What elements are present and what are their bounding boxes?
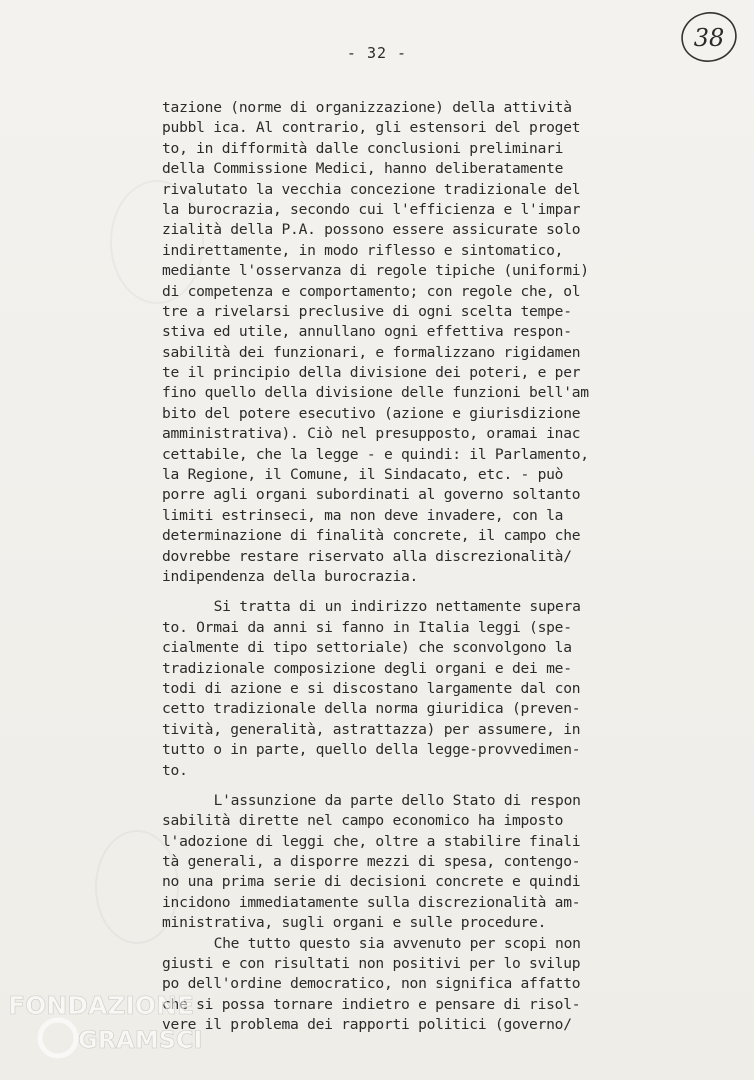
text-line: no una prima serie di decisioni concrete e quindi bbox=[162, 873, 581, 891]
text-line: po dell'ordine democratico, non significa affatto bbox=[162, 975, 581, 993]
text-line: zialità della P.A. possono essere assicurate solo bbox=[162, 221, 581, 239]
text-line: l'adozione di leggi che, oltre a stabilire finali bbox=[162, 832, 581, 850]
body-text bbox=[162, 98, 632, 1036]
paragraph-gap bbox=[162, 587, 632, 597]
text-line: amministrativa). Ciò nel presupposto, oramai inac bbox=[162, 425, 581, 443]
text-line: tività, generalità, astrattazza) per assumere, in bbox=[162, 720, 581, 738]
paragraph bbox=[162, 597, 632, 781]
text-line: te il principio della divisione dei poteri, e per bbox=[162, 364, 581, 382]
text-line: che si possa tornare indietro e pensare di risol- bbox=[162, 995, 581, 1013]
text-line: stiva ed utile, annullano ogni effettiva respon- bbox=[162, 323, 572, 341]
text-line: incidono immediatamente sulla discrezionalità am- bbox=[162, 893, 581, 911]
text-line: cetto tradizionale della norma giuridica (preven- bbox=[162, 700, 581, 718]
text-line: sabilità dei funzionari, e formalizzano rigidamen bbox=[162, 343, 581, 361]
paragraph-gap bbox=[162, 781, 632, 791]
text-line: Si tratta di un indirizzo nettamente supera bbox=[213, 598, 581, 616]
page-number: - 32 - bbox=[346, 44, 408, 62]
text-line: to. Ormai da anni si fanno in Italia leggi (spe- bbox=[162, 618, 572, 636]
text-line: la Regione, il Comune, il Sindacato, etc. - può bbox=[162, 466, 564, 484]
watermark-logo bbox=[4, 980, 234, 1070]
text-line: todi di azione e si discostano largamente dal con bbox=[162, 679, 581, 697]
text-line: dovrebbe restare riservato alla discrezionalità/ bbox=[162, 547, 572, 565]
text-line: tazione (norme di organizzazione) della attività bbox=[162, 99, 572, 116]
text-line: limiti estrinseci, ma non deve invadere, con la bbox=[162, 506, 564, 524]
folio-number: 38 bbox=[693, 24, 725, 52]
watermark-line2: GRAMSCI bbox=[78, 1026, 203, 1054]
text-line: L'assunzione da parte dello Stato di respon bbox=[213, 791, 581, 809]
watermark-line1: FONDAZIONE bbox=[8, 991, 195, 1020]
text-line: indirettamente, in modo riflesso e sintomatico, bbox=[162, 241, 564, 259]
text-line: to. bbox=[162, 761, 188, 779]
text-line: indipendenza della burocrazia. bbox=[162, 567, 419, 585]
text-line: tre a rivelarsi preclusive di ogni scelta tempe- bbox=[162, 302, 572, 320]
text-line: cettabile, che la legge - e quindi: il Parlamento, bbox=[162, 445, 589, 463]
text-line: tradizionale composizione degli organi e dei me- bbox=[162, 659, 572, 677]
text-line: tà generali, a disporre mezzi di spesa, contengo- bbox=[162, 853, 581, 871]
paragraph bbox=[162, 98, 632, 587]
text-line: cialmente di tipo settoriale) che sconvolgono la bbox=[162, 639, 572, 657]
text-line: la burocrazia, secondo cui l'efficienza e l'impar bbox=[162, 200, 581, 218]
watermark-g-icon bbox=[40, 1020, 76, 1056]
text-line: pubbl ica. Al contrario, gli estensori del proget bbox=[162, 119, 581, 137]
text-line: rivalutato la vecchia concezione tradizionale del bbox=[162, 180, 581, 198]
text-line: giusti e con risultati non positivi per lo svilup bbox=[162, 955, 581, 973]
text-line: mediante l'osservanza di regole tipiche (uniformi) bbox=[162, 262, 589, 280]
text-line: porre agli organi subordinati al governo soltanto bbox=[162, 486, 581, 504]
paragraph bbox=[162, 791, 632, 934]
text-line: determinazione di finalità concrete, il campo che bbox=[162, 527, 581, 545]
text-line: sabilità dirette nel campo economico ha imposto bbox=[162, 812, 564, 830]
text-line: di competenza e comportamento; con regole che, ol bbox=[162, 282, 581, 300]
text-line: bito del potere esecutivo (azione e giurisdizione bbox=[162, 404, 581, 422]
text-line: Che tutto questo sia avvenuto per scopi non bbox=[213, 934, 581, 952]
text-line: to, in difformità dalle conclusioni preliminari bbox=[162, 139, 564, 157]
text-line: fino quello della divisione delle funzioni bell'am bbox=[162, 384, 589, 402]
fondazione-gramsci-watermark bbox=[4, 980, 234, 1070]
text-line: vere il problema dei rapporti politici (governo/ bbox=[162, 1016, 572, 1034]
text-line: della Commissione Medici, hanno deliberatamente bbox=[162, 160, 564, 178]
text-line: ministrativa, sugli organi e sulle procedure. bbox=[162, 914, 547, 932]
text-line: tutto o in parte, quello della legge-provvedimen- bbox=[162, 741, 581, 759]
